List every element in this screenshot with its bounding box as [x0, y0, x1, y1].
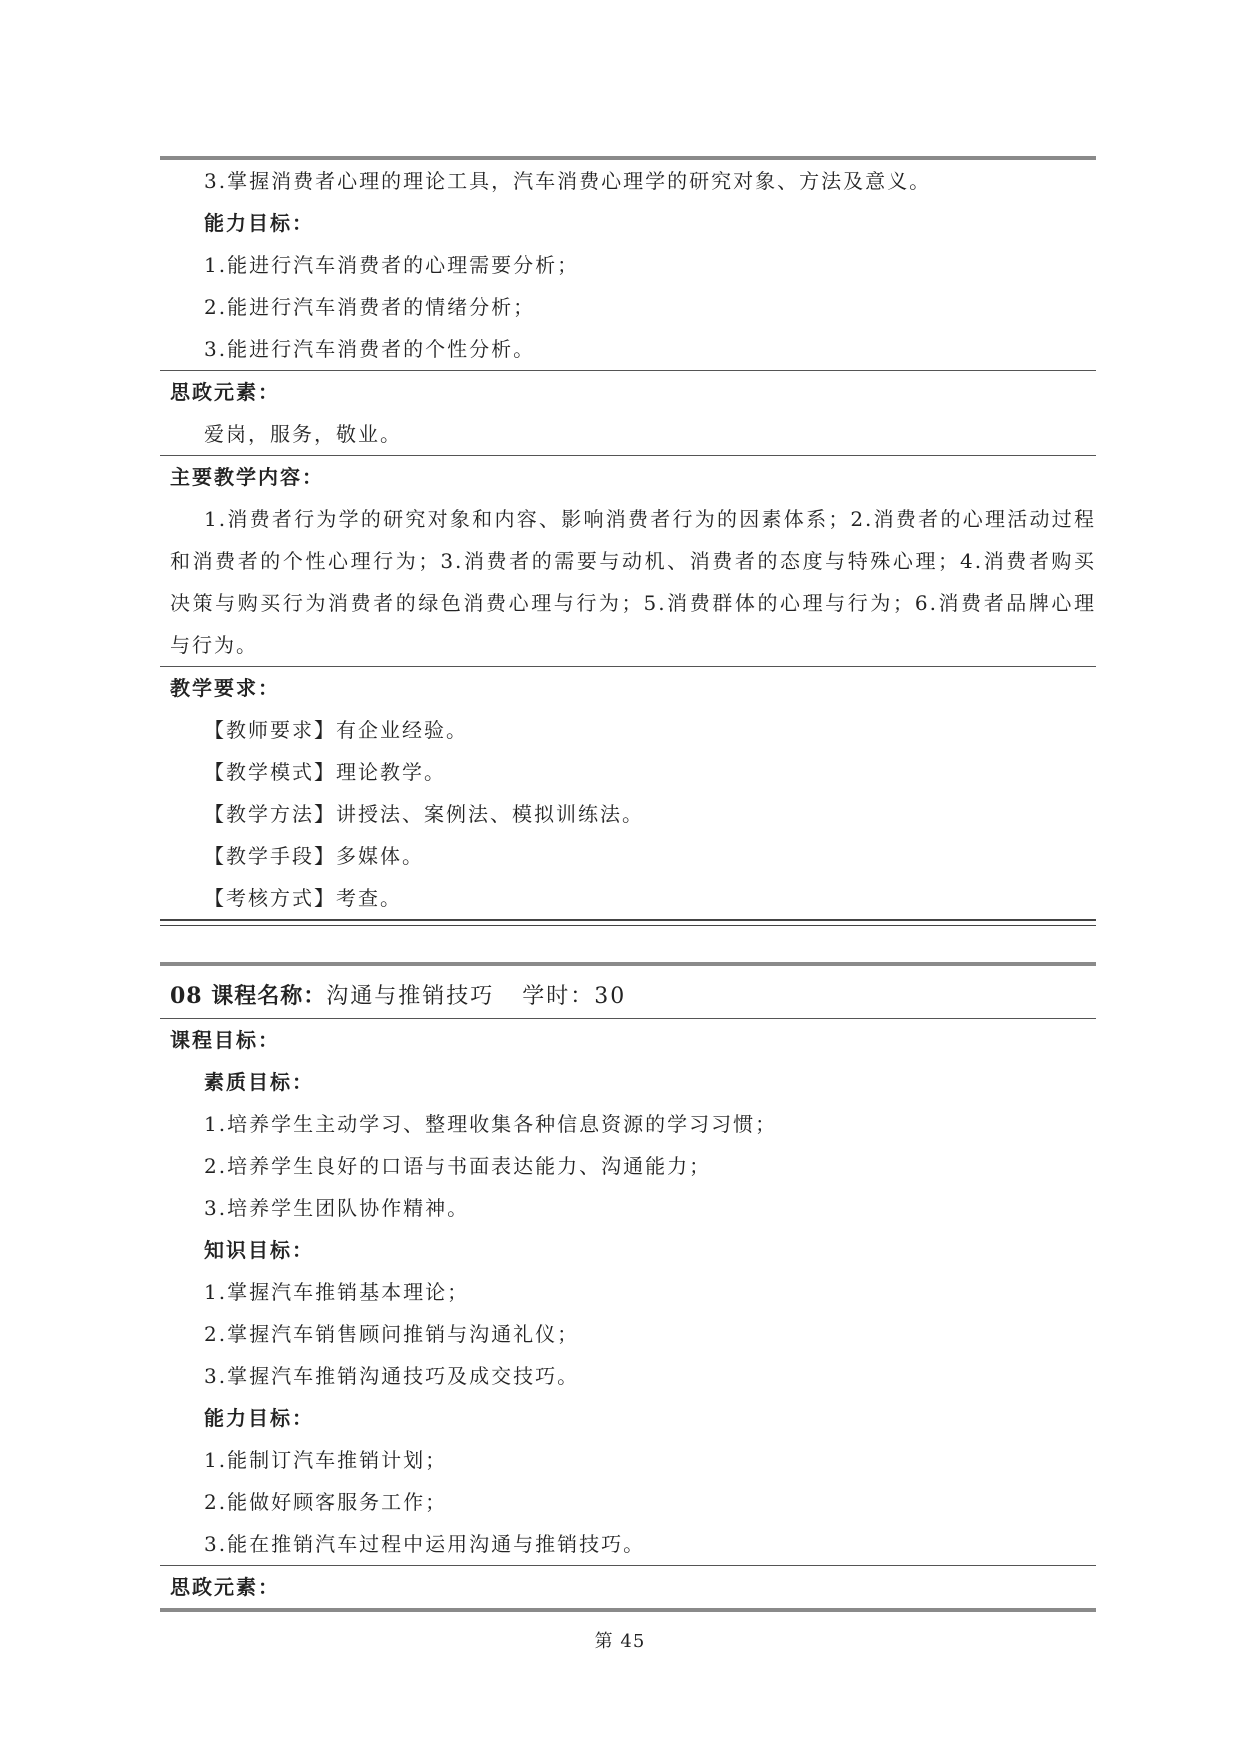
requirements-heading: 教学要求： — [170, 676, 280, 700]
course-title — [160, 966, 1096, 1018]
quality-item: 3.培养学生团队协作精神。 — [204, 1196, 470, 1220]
requirement-item: 【教师要求】有企业经验。 — [204, 718, 468, 742]
goals-heading: 课程目标： — [170, 1028, 280, 1052]
ability-heading: 能力目标： — [204, 211, 314, 235]
requirement-item: 【考核方式】考查。 — [204, 886, 402, 910]
quality-item: 1.培养学生主动学习、整理收集各种信息资源的学习习惯； — [204, 1112, 778, 1136]
section-end-rule — [160, 919, 1096, 926]
knowledge-item: 3.掌握消费者心理的理论工具，汽车消费心理学的研究对象、方法及意义。 — [204, 169, 932, 193]
ability-item: 3.能进行汽车消费者的个性分析。 — [204, 337, 536, 361]
page-number: 第 45 — [594, 1631, 646, 1652]
section-gap — [160, 926, 1096, 962]
quality-item: 2.培养学生良好的口语与书面表达能力、沟通能力； — [204, 1154, 712, 1178]
bottom-rule — [160, 1608, 1096, 1612]
requirement-item: 【教学手段】多媒体。 — [204, 844, 424, 868]
ideology-heading: 思政元素： — [170, 380, 280, 404]
ability-item: 3.能在推销汽车过程中运用沟通与推销技巧。 — [204, 1532, 646, 1556]
knowledge-item: 2.掌握汽车销售顾问推销与沟通礼仪； — [204, 1322, 580, 1346]
knowledge-item: 1.掌握汽车推销基本理论； — [204, 1280, 470, 1304]
ability-item: 2.能做好顾客服务工作； — [204, 1490, 448, 1514]
ability-item: 2.能进行汽车消费者的情绪分析； — [204, 295, 536, 319]
course-hours-label: 学时： — [522, 984, 595, 1009]
requirement-item: 【教学模式】理论教学。 — [204, 760, 446, 784]
ability-heading: 能力目标： — [204, 1406, 314, 1430]
ideology-heading: 思政元素： — [170, 1575, 280, 1599]
ability-item: 1.能进行汽车消费者的心理需要分析； — [204, 253, 580, 277]
content-paragraph: 1.消费者行为学的研究对象和内容、影响消费者行为的因素体系；2.消费者的心理活动过程和消费者的个性心理行为；3.消费者的需要与动机、消费者的态度与特殊心理；4.消费者购买决策与购买行为消费者的绿色消费心理与行为；5.消费群体的心理与行为；6.消费者品牌心理与行为。 — [170, 507, 1096, 657]
quality-heading: 素质目标： — [204, 1070, 314, 1094]
ideology-text: 爱岗，服务，敬业。 — [204, 422, 402, 446]
knowledge-heading: 知识目标： — [204, 1238, 314, 1262]
document-page — [160, 156, 1096, 1612]
requirement-item: 【教学方法】讲授法、案例法、模拟训练法。 — [204, 802, 644, 826]
course-name-label: 08 课程名称： — [170, 983, 327, 1009]
ability-item: 1.能制订汽车推销计划； — [204, 1448, 448, 1472]
knowledge-item: 3.掌握汽车推销沟通技巧及成交技巧。 — [204, 1364, 580, 1388]
course-hours-value: 30 — [594, 984, 627, 1009]
content-heading: 主要教学内容： — [170, 465, 324, 489]
course-name-value: 沟通与推销技巧 — [326, 984, 495, 1009]
